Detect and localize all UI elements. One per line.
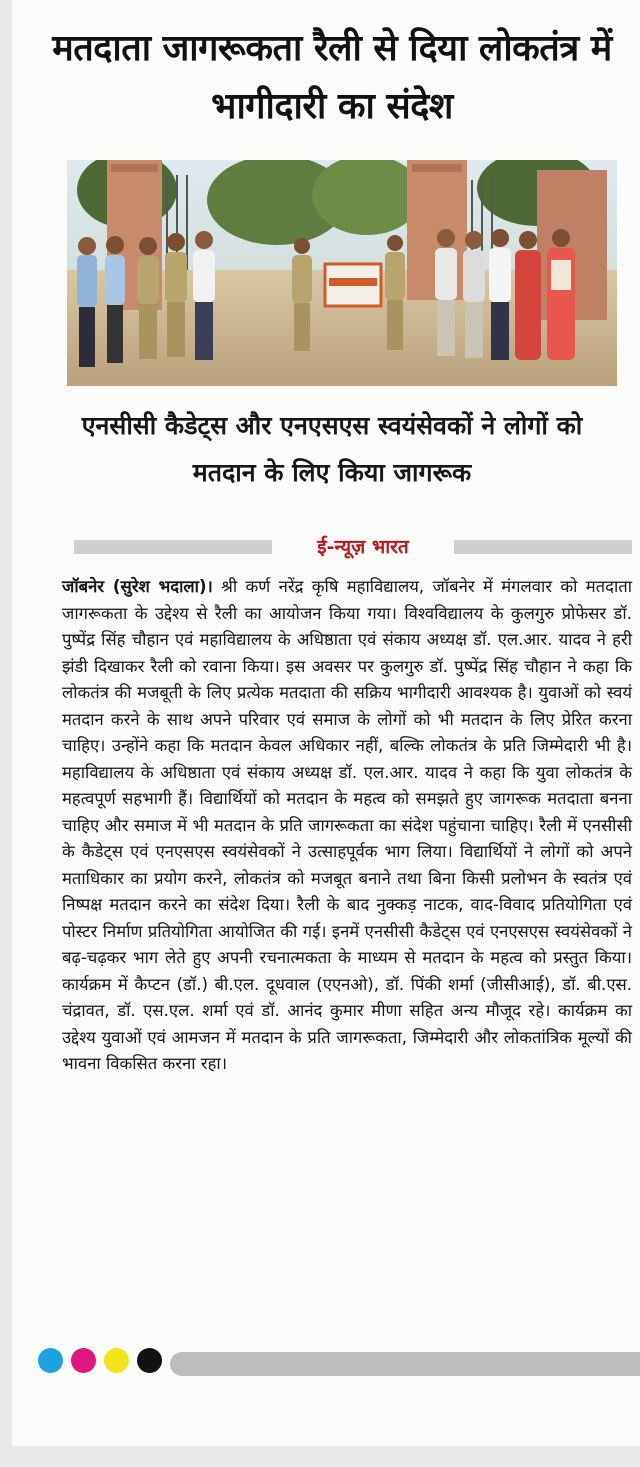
rally-photo-illustration xyxy=(67,160,617,386)
newspaper-clipping xyxy=(12,0,640,1446)
magenta-registration-dot xyxy=(71,1348,96,1373)
black-registration-dot xyxy=(137,1348,162,1373)
headline: मतदाता जागरूकता रैली से दिया लोकतंत्र में भागीदारी का संदेश xyxy=(52,28,612,127)
yellow-registration-dot xyxy=(104,1348,129,1373)
source-label: ई-न्यूज़ भारत xyxy=(272,532,454,562)
article-body-text: श्री कर्ण नरेंद्र कृषि महाविद्यालय, जॉबनेर में मंगलवार को मतदाता जागरूकता के उद्देश्य से रैली का आयोजन किया गया। विश्वविद्यालय के कुलगुरु प्रोफेसर डॉ. पुष्पेंद्र सिंह चौहान एवं महाविद्यालय के अधिष्ठाता एवं संकाय अध्यक्ष डॉ. एल.आर. यादव ने हरी झंडी दिखाकर रैली को रवाना किया। इस अवसर पर कुलगुरु डॉ. पुष्पेंद्र सिंह चौहान ने कहा कि लोकतंत्र की मजबूती के लिए प्रत्येक मतदाता की सक्रिय भागीदारी आवश्यक है। युवाओं को स्वयं मतदान करने के साथ अपने परिवार एवं समाज के लोगों को भी मतदान के लिए प्रेरित करना चाहिए। उन्होंने कहा कि मतदान केवल अधिकार नहीं, बल्कि लोकतंत्र के प्रति जिम्मेदारी भी है। महाविद्यालय के अधिष्ठाता एवं संकाय अध्यक्ष डॉ. एल.आर. यादव ने कहा कि युवा लोकतंत्र के महत्वपूर्ण सहभागी हैं। विद्यार्थियों को मतदान के महत्व को समझते हुए जागरूक मतदाता बनना चाहिए और समाज में भी मतदान के प्रति जागरूकता का संदेश पहुंचाना चाहिए। रैली में एनसीसी के कैडेट्स एवं एनएसएस स्वयंसेवकों ने उत्साहपूर्वक भाग लिया। विद्यार्थियों ने लोगों को अपने मताधिकार का प्रयोग करने, लोकतंत्र को मजबूत बनाने तथा बिना किसी प्रलोभन के स्वतंत्र एवं निष्पक्ष मतदान करने का संदेश दिया। रैली के बाद नुक्कड़ नाटक, वाद-विवाद प्रतियोगिता एवं पोस्टर निर्माण प्रतियोगिता आयोजित की गई। इनमें एनसीसी कैडेट्स एवं एनएसएस स्वयंसेवकों ने बढ़-चढ़कर भाग लेते हुए अपनी रचनात्मकता के माध्यम से मतदान के महत्व को प्रस्तुत किया। कार्यक्रम में कैप्टन (डॉ.) बी.एल. दूधवाल (एएनओ), डॉ. पिंकी शर्मा (जीसीआई), डॉ. बी.एस. चंद्रावत, डॉ. एस.एल. शर्मा एवं डॉ. आनंद कुमार मीणा सहित अन्य मौजूद रहे। कार्यक्रम का उद्देश्य युवाओं एवं आमजन में मतदान के प्रति जागरूकता, जिम्मेदारी और लोकतांत्रिक मूल्यों की भावना विकसित करना रहा। xyxy=(62,577,632,1073)
print-registration-bar xyxy=(170,1352,640,1376)
cyan-registration-dot xyxy=(38,1348,63,1373)
rally-photo xyxy=(67,160,617,386)
sub-headline: एनसीसी कैडेट्स और एनएसएस स्वयंसेवकों ने लोगों को मतदान के लिए किया जागरूक xyxy=(81,411,583,487)
article-body xyxy=(62,574,632,1078)
dateline: जॉबनेर (सुरेश भदाला)। xyxy=(62,577,213,596)
